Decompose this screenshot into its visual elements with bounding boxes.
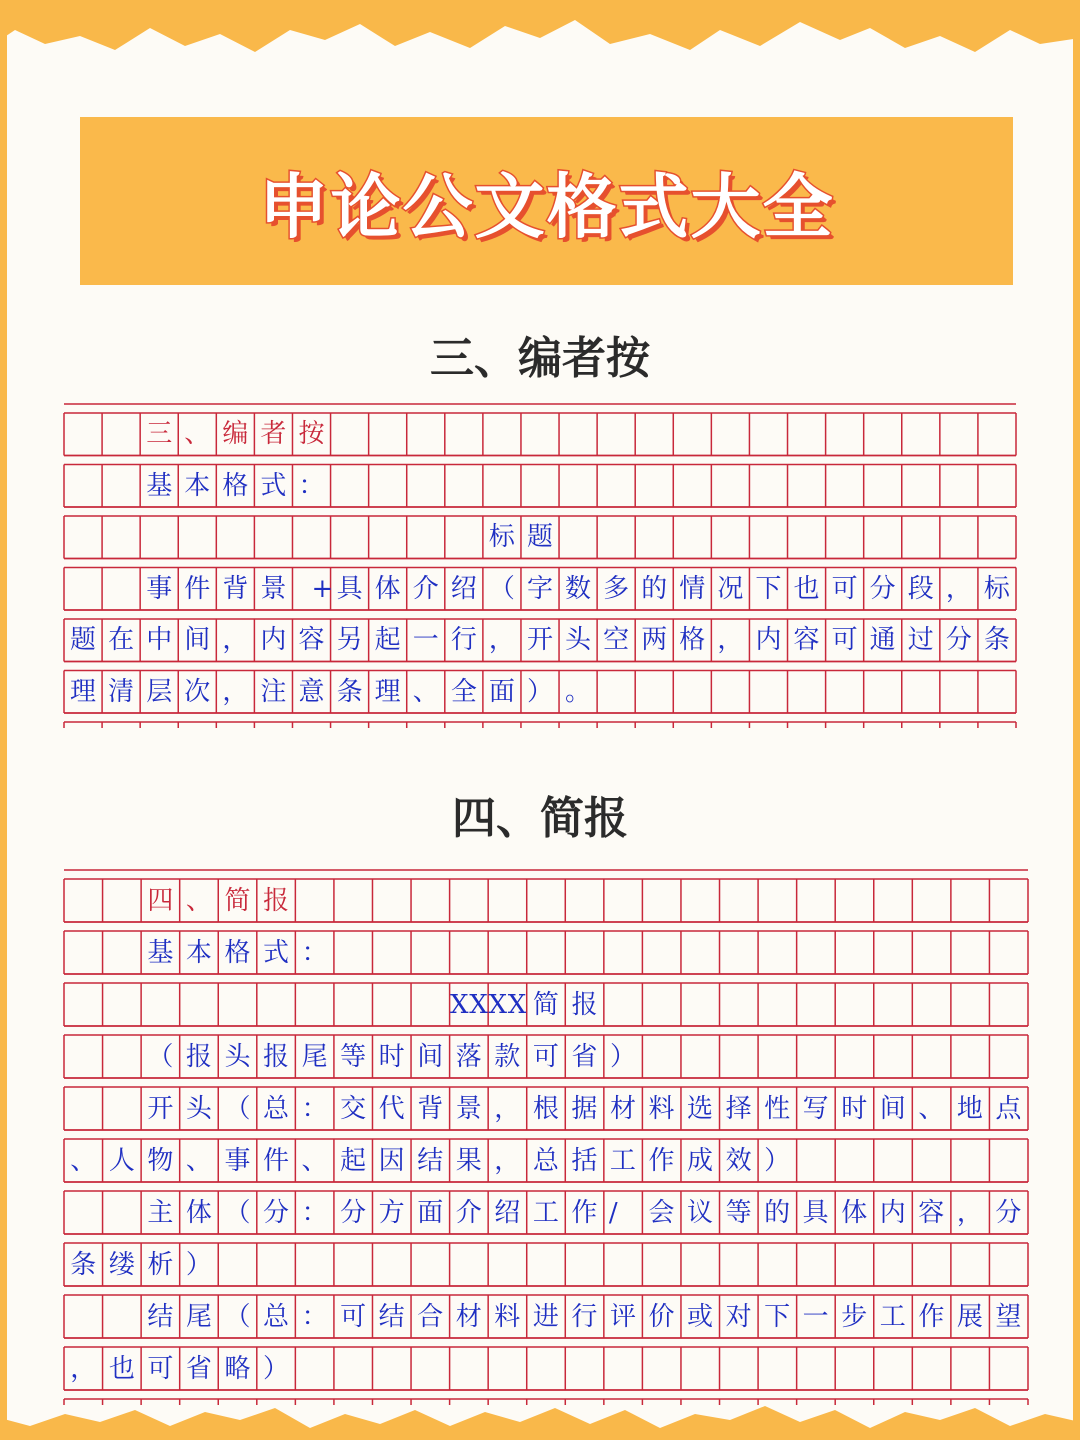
grid-char: 也 bbox=[108, 1353, 135, 1384]
grid-char: 作 bbox=[571, 1197, 598, 1228]
grid-char: 评 bbox=[609, 1301, 636, 1332]
grid-char: 过 bbox=[907, 625, 934, 656]
grid-char: 行 bbox=[450, 625, 477, 656]
grid-char: 作 bbox=[648, 1145, 675, 1176]
grid-char: 缕 bbox=[108, 1249, 135, 1280]
grid-char: 字 bbox=[526, 573, 553, 604]
grid-char: ， bbox=[494, 1093, 521, 1124]
grid-char: 四 bbox=[147, 885, 174, 916]
grid-char: 三 bbox=[146, 419, 173, 450]
grid-char: ， bbox=[70, 1353, 97, 1384]
grid-char: 也 bbox=[793, 573, 820, 604]
grid-char: 介 bbox=[455, 1197, 482, 1228]
grid-char: 体 bbox=[374, 573, 401, 604]
grid-char: 报 bbox=[571, 989, 598, 1020]
grid-char: 注 bbox=[260, 676, 287, 707]
grid-char: （ bbox=[488, 573, 515, 604]
grid-char: ， bbox=[956, 1197, 983, 1228]
grid-char: ） bbox=[526, 676, 553, 707]
grid-char: 性 bbox=[764, 1093, 791, 1124]
grid-char: 题 bbox=[70, 625, 97, 656]
grid-char: 报 bbox=[185, 1041, 212, 1072]
grid-char: 条 bbox=[70, 1249, 97, 1280]
grid-char: 可 bbox=[831, 625, 858, 656]
grid-char: 的 bbox=[764, 1197, 791, 1228]
grid-char: 或 bbox=[687, 1301, 714, 1332]
grid-char: 理 bbox=[70, 676, 97, 707]
grid-char: 意 bbox=[298, 676, 325, 707]
grid-char: 料 bbox=[494, 1301, 521, 1332]
grid-char: ， bbox=[488, 625, 515, 656]
grid-char: 一 bbox=[412, 625, 439, 656]
grid-char: 本 bbox=[185, 937, 212, 968]
grid-char: 头 bbox=[565, 625, 592, 656]
grid-char: 可 bbox=[831, 573, 858, 604]
grid-char: 背 bbox=[222, 573, 249, 604]
grid-char: 全 bbox=[450, 676, 477, 707]
grid-char: 。 bbox=[565, 676, 592, 707]
grid-char: 工 bbox=[879, 1301, 906, 1332]
grid-text-row bbox=[64, 1145, 796, 1176]
grid-char: 时 bbox=[841, 1093, 868, 1124]
grid-char: 开 bbox=[147, 1093, 174, 1124]
grid-char: 析 bbox=[147, 1249, 174, 1280]
grid-char: 作 bbox=[918, 1301, 945, 1332]
grid-char: ： bbox=[301, 1197, 328, 1228]
grid-char: 分 bbox=[263, 1197, 290, 1228]
grid-char: 主 bbox=[147, 1197, 174, 1228]
grid-char: 交 bbox=[340, 1093, 367, 1124]
grid-char: 内 bbox=[755, 625, 782, 656]
grid-char: 议 bbox=[687, 1197, 714, 1228]
grid-char: 多 bbox=[603, 573, 630, 604]
grid-char: 尾 bbox=[185, 1301, 212, 1332]
grid-char: ） bbox=[263, 1353, 290, 1384]
grid-char: 清 bbox=[108, 676, 135, 707]
grid-char: 景 bbox=[455, 1093, 482, 1124]
grid-char: 方 bbox=[378, 1197, 405, 1228]
grid-text-row bbox=[64, 1353, 295, 1384]
grid-char: 式 bbox=[263, 937, 290, 968]
grid-char: 总 bbox=[263, 1093, 290, 1124]
grid-char: 起 bbox=[340, 1145, 367, 1176]
grid-char: 选 bbox=[687, 1093, 714, 1124]
grid-char: 按 bbox=[298, 419, 325, 450]
grid-char: ， bbox=[222, 676, 249, 707]
grid-char: 在 bbox=[108, 625, 135, 656]
grid-char: 头 bbox=[224, 1041, 251, 1072]
grid-char: 具 bbox=[336, 573, 363, 604]
grid-char: ： bbox=[298, 470, 325, 501]
grid-char: 数 bbox=[565, 573, 592, 604]
grid-char: 分 bbox=[869, 573, 896, 604]
grid-char: 段 bbox=[907, 573, 934, 604]
grid-char: / bbox=[608, 1197, 618, 1228]
grid-char: 尾 bbox=[301, 1041, 328, 1072]
grid-char: 容 bbox=[918, 1197, 945, 1228]
grid-char: 据 bbox=[571, 1093, 598, 1124]
section-heading-editor-note: 三、编者按 bbox=[430, 333, 650, 384]
grid-char: 具 bbox=[802, 1197, 829, 1228]
grid-char: 次 bbox=[184, 676, 211, 707]
grid-char: ： bbox=[301, 1093, 328, 1124]
grid-char: X bbox=[449, 989, 469, 1020]
grid-char: ， bbox=[222, 625, 249, 656]
grid-char: 价 bbox=[648, 1301, 675, 1332]
grid-char: 物 bbox=[147, 1145, 174, 1176]
grid-char: 总 bbox=[532, 1145, 559, 1176]
grid-char: 、 bbox=[301, 1145, 328, 1176]
grid-char: 、 bbox=[918, 1093, 945, 1124]
grid-char: 括 bbox=[571, 1145, 598, 1176]
grid-char: 人 bbox=[108, 1145, 135, 1176]
grid-char: 、 bbox=[184, 419, 211, 450]
grid-char: 对 bbox=[725, 1301, 752, 1332]
grid-char: 通 bbox=[869, 625, 896, 656]
grid-char: 可 bbox=[340, 1301, 367, 1332]
grid-char: 面 bbox=[417, 1197, 444, 1228]
grid-char: 本 bbox=[184, 470, 211, 501]
grid-text-row bbox=[64, 1249, 218, 1280]
grid-char: 简 bbox=[532, 989, 559, 1020]
grid-char: 行 bbox=[571, 1301, 598, 1332]
grid-char: 头 bbox=[185, 1093, 212, 1124]
grid-char: （ bbox=[224, 1093, 251, 1124]
grid-char: 果 bbox=[455, 1145, 482, 1176]
grid-char: 容 bbox=[298, 625, 325, 656]
grid-char: 的 bbox=[641, 573, 668, 604]
grid-char: 、 bbox=[185, 885, 212, 916]
grid-char: 内 bbox=[879, 1197, 906, 1228]
grid-char: 题 bbox=[526, 522, 553, 553]
grid-char: 容 bbox=[793, 625, 820, 656]
grid-char: 择 bbox=[725, 1093, 752, 1124]
grid-char: 省 bbox=[571, 1041, 598, 1072]
grid-char: （ bbox=[224, 1301, 251, 1332]
grid-char: 报 bbox=[263, 885, 290, 916]
grid-char: 者 bbox=[260, 419, 287, 450]
grid-char: ： bbox=[301, 1301, 328, 1332]
grid-text-row bbox=[449, 989, 604, 1020]
grid-char: 进 bbox=[532, 1301, 559, 1332]
grid-char: 分 bbox=[945, 625, 972, 656]
grid-char: 两 bbox=[641, 625, 668, 656]
grid-char: 点 bbox=[995, 1093, 1022, 1124]
grid-char: 可 bbox=[147, 1353, 174, 1384]
grid-char: ， bbox=[717, 625, 744, 656]
grid-char: X bbox=[488, 989, 508, 1020]
grid-char: （ bbox=[224, 1197, 251, 1228]
grid-char: 格 bbox=[224, 937, 251, 968]
grid-char: 材 bbox=[609, 1093, 636, 1124]
grid-char: 体 bbox=[185, 1197, 212, 1228]
banner-title: 申论公文格式大全 bbox=[258, 165, 835, 248]
grid-char: 款 bbox=[494, 1041, 521, 1072]
grid-char: 基 bbox=[146, 470, 173, 501]
grid-text-row bbox=[141, 1093, 1028, 1124]
grid-char: 望 bbox=[995, 1301, 1022, 1332]
grid-char: （ bbox=[147, 1041, 174, 1072]
grid-char: ， bbox=[494, 1145, 521, 1176]
grid-char: 工 bbox=[532, 1197, 559, 1228]
grid-char: 理 bbox=[374, 676, 401, 707]
grid-char: 落 bbox=[455, 1041, 482, 1072]
grid-char: 面 bbox=[488, 676, 515, 707]
grid-char: ） bbox=[609, 1041, 636, 1072]
grid-char: 可 bbox=[532, 1041, 559, 1072]
grid-char: 下 bbox=[755, 573, 782, 604]
grid-char: 绍 bbox=[450, 573, 477, 604]
grid-char: 结 bbox=[147, 1301, 174, 1332]
grid-char: ： bbox=[301, 937, 328, 968]
grid-char: 条 bbox=[983, 625, 1010, 656]
grid-char: 简 bbox=[224, 885, 251, 916]
grid-char: ， bbox=[945, 573, 972, 604]
grid-text-row bbox=[141, 1041, 642, 1072]
grid-char: 景 bbox=[260, 573, 287, 604]
grid-char: 另 bbox=[336, 625, 363, 656]
torn-paper-bottom-decoration bbox=[0, 1400, 1080, 1440]
grid-char: 件 bbox=[263, 1145, 290, 1176]
grid-char: 、 bbox=[70, 1145, 97, 1176]
grid-char: 写 bbox=[802, 1093, 829, 1124]
grid-char: 绍 bbox=[494, 1197, 521, 1228]
grid-char: + bbox=[311, 573, 334, 604]
section-heading-briefing: 四、简报 bbox=[452, 793, 628, 844]
grid-char: 空 bbox=[603, 625, 630, 656]
grid-char: 背 bbox=[417, 1093, 444, 1124]
grid-char: 起 bbox=[374, 625, 401, 656]
grid-char: 间 bbox=[879, 1093, 906, 1124]
grid-char: 介 bbox=[412, 573, 439, 604]
grid-char: 、 bbox=[185, 1145, 212, 1176]
grid-char: 省 bbox=[185, 1353, 212, 1384]
grid-char: 结 bbox=[417, 1145, 444, 1176]
grid-char: 编 bbox=[222, 419, 249, 450]
grid-char: 料 bbox=[648, 1093, 675, 1124]
grid-char: 代 bbox=[378, 1093, 405, 1124]
grid-char: 下 bbox=[764, 1301, 791, 1332]
grid-char: 件 bbox=[184, 573, 211, 604]
grid-char: 格 bbox=[222, 470, 249, 501]
grid-char: 标 bbox=[983, 573, 1010, 604]
grid-char: 层 bbox=[146, 676, 173, 707]
grid-char: 根 bbox=[532, 1093, 559, 1124]
grid-char: 会 bbox=[648, 1197, 675, 1228]
grid-char: X bbox=[507, 989, 527, 1020]
grid-char: 分 bbox=[995, 1197, 1022, 1228]
grid-text-row bbox=[141, 937, 334, 968]
grid-char: 合 bbox=[417, 1301, 444, 1332]
grid-char: 、 bbox=[412, 676, 439, 707]
grid-char: 标 bbox=[488, 522, 515, 553]
grid-char: 中 bbox=[146, 625, 173, 656]
grid-char: 展 bbox=[956, 1301, 983, 1332]
grid-char: 材 bbox=[455, 1301, 482, 1332]
grid-text-row bbox=[141, 1197, 1028, 1228]
grid-char: ） bbox=[764, 1145, 791, 1176]
grid-char: ） bbox=[185, 1249, 212, 1280]
grid-char: 时 bbox=[378, 1041, 405, 1072]
grid-char: 略 bbox=[224, 1353, 251, 1384]
grid-char: 体 bbox=[841, 1197, 868, 1228]
grid-char bbox=[623, 1200, 642, 1226]
grid-text-row bbox=[141, 885, 295, 916]
grid-char: X bbox=[469, 989, 488, 1020]
grid-char: 成 bbox=[687, 1145, 714, 1176]
grid-char: 况 bbox=[717, 573, 744, 604]
grid-char: 工 bbox=[609, 1145, 636, 1176]
grid-char: 事 bbox=[146, 573, 173, 604]
grid-text-row bbox=[141, 1301, 1028, 1332]
grid-char: 间 bbox=[184, 625, 211, 656]
grid-char: 总 bbox=[263, 1301, 290, 1332]
grid-char: 一 bbox=[802, 1301, 829, 1332]
grid-char: 报 bbox=[263, 1041, 290, 1072]
grid-char: 情 bbox=[679, 573, 706, 604]
grid-char: 式 bbox=[260, 470, 287, 501]
grid-char: 步 bbox=[841, 1301, 868, 1332]
grid-char: 间 bbox=[417, 1041, 444, 1072]
grid-char: 基 bbox=[147, 937, 174, 968]
grid-char: 结 bbox=[378, 1301, 405, 1332]
grid-char: 开 bbox=[526, 625, 553, 656]
grid-char: 等 bbox=[725, 1197, 752, 1228]
grid-char: 事 bbox=[224, 1145, 251, 1176]
grid-char: 因 bbox=[378, 1145, 405, 1176]
grid-char: 地 bbox=[956, 1093, 983, 1124]
grid-char: 等 bbox=[340, 1041, 367, 1072]
grid-char: 条 bbox=[336, 676, 363, 707]
grid-char: 分 bbox=[340, 1197, 367, 1228]
grid-char: 效 bbox=[725, 1145, 752, 1176]
grid-char: 格 bbox=[679, 625, 706, 656]
grid-char: 内 bbox=[260, 625, 287, 656]
